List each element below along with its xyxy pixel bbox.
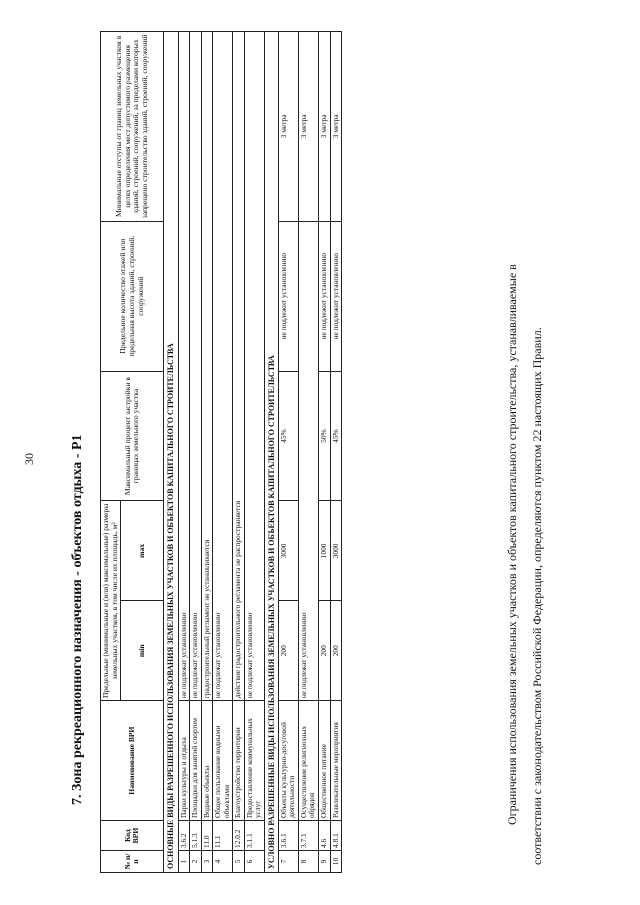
cell-code: 4.8.1 xyxy=(330,821,342,851)
cell-floors: не подлежит установлению xyxy=(319,221,331,371)
cell-merged: действие градостроительного регламента не распространяется xyxy=(233,32,245,701)
cell-min: 200 xyxy=(319,601,331,701)
cell-name: Благоустройство территории xyxy=(233,701,245,821)
cell-code: 11.0 xyxy=(201,821,213,851)
header-percent: Максимальный процент застройки в границах земельного участка xyxy=(101,371,164,501)
cell-merged: не подлежат установлению xyxy=(213,32,233,701)
cell-name: Площадки для занятий спортом xyxy=(190,701,202,821)
header-max: max xyxy=(121,501,164,601)
cell-num: 3 xyxy=(201,851,213,873)
cell-percent: 45% xyxy=(330,371,342,501)
cell-code: 11.1 xyxy=(213,821,233,851)
header-row xyxy=(101,32,121,873)
cell-num: 8 xyxy=(298,851,318,873)
cell-code: 4.6 xyxy=(319,821,331,851)
table-row xyxy=(201,32,213,873)
cell-num: 6 xyxy=(244,851,264,873)
footer-line-1: Ограничения использования земельных участков и объектов капитального строительства, устанавливаемые в xyxy=(505,264,519,825)
cell-floors: не подлежит установлению xyxy=(330,221,342,371)
cell-setback: 3 метра xyxy=(330,32,342,222)
header-setbacks: Минимальные отступы от границ земельных участков в целях определения мест допустимого размещения зданий, строений, сооружений, за пределами которых запрещено строительство зданий, строений, сооружений xyxy=(101,32,164,222)
cell-max: 3000 xyxy=(330,501,342,601)
cell-num: 10 xyxy=(330,851,342,873)
cell-percent: 50% xyxy=(319,371,331,501)
cell-name: Объекты культурно-досуговой деятельности xyxy=(278,701,298,821)
footer-paragraph xyxy=(500,55,550,865)
cell-merged: не подлежат установлению xyxy=(244,32,264,701)
cell-name: Предоставление коммунальных услуг xyxy=(244,701,264,821)
cell-num: 5 xyxy=(233,851,245,873)
cell-name: Осуществление религиозных обрядов xyxy=(298,701,318,821)
header-floors: Предельное количество этажей или предельная высота зданий, строений, сооружений xyxy=(101,221,164,371)
cell-min: 200 xyxy=(330,601,342,701)
cell-setback: 3 метра xyxy=(278,32,298,222)
cell-merged: градостроительный регламент не устанавливается xyxy=(201,32,213,701)
table-row xyxy=(278,32,298,873)
table-row xyxy=(233,32,245,873)
cell-min: 200 xyxy=(278,601,298,701)
table-row xyxy=(190,32,202,873)
cell-code: 3.6.1 xyxy=(278,821,298,851)
cell-code: 3.7.1 xyxy=(298,821,318,851)
header-code: Код ВРИ xyxy=(101,821,164,851)
cell-num: 7 xyxy=(278,851,298,873)
page-number: 30 xyxy=(22,453,36,465)
cell-name: Общественное питание xyxy=(319,701,331,821)
cell-name: Водные объекты xyxy=(201,701,213,821)
cell-merged: не подлежат установлению xyxy=(298,221,318,700)
cell-max: 3000 xyxy=(278,501,298,601)
cell-num: 2 xyxy=(190,851,202,873)
cell-merged: не подлежат установлению xyxy=(190,32,202,701)
table-row xyxy=(319,32,331,873)
cell-code: 12.0.2 xyxy=(233,821,245,851)
zone-title: 7. Зона рекреационного назначения - объектов отдыха - Р1 xyxy=(70,434,85,805)
cell-setback: 3 метра xyxy=(298,32,318,222)
header-num: № п/п xyxy=(101,851,164,873)
cell-code: 3.1.1 xyxy=(244,821,264,851)
cell-percent: 45% xyxy=(278,371,298,501)
cell-setback: 3 метра xyxy=(319,32,331,222)
section-main-row xyxy=(164,32,178,873)
regulations-table xyxy=(100,31,342,873)
cell-num: 9 xyxy=(319,851,331,873)
section-main-title: ОСНОВНЫЕ ВИДЫ РАЗРЕШЕННОГО ИСПОЛЬЗОВАНИЯ ЗЕМЕЛЬНЫХ УЧАСТКОВ И ОБЪЕКТОВ КАПИТАЛЬНОГО СТРОИТЕЛЬСТВА xyxy=(164,32,178,873)
section-conditional-title: УСЛОВНО РАЗРЕШЕННЫЕ ВИДЫ ИСПОЛЬЗОВАНИЯ ЗЕМЕЛЬНЫХ УЧАСТКОВ И ОБЪЕКТОВ КАПИТАЛЬНОГО СТРОИТЕЛЬСТВА xyxy=(264,32,278,873)
cell-name: Общее пользование водными объектами xyxy=(213,701,233,821)
header-min: min xyxy=(121,601,164,701)
footer-line-2: соответствии с законодательством Российской Федерации, определяются пунктом 22 настоящих Правил. xyxy=(530,327,545,865)
table-row xyxy=(244,32,264,873)
cell-name: Развлекательные мероприятия xyxy=(330,701,342,821)
cell-code: 5.1.3 xyxy=(190,821,202,851)
cell-max: 1000 xyxy=(319,501,331,601)
header-name: Наименование ВРИ xyxy=(101,701,164,821)
cell-name: Парки культуры и отдыха xyxy=(178,701,190,821)
table-row xyxy=(178,32,190,873)
cell-code: 3.6.2 xyxy=(178,821,190,851)
table-row xyxy=(298,32,318,873)
cell-num: 1 xyxy=(178,851,190,873)
cell-floors: не подлежит установлению xyxy=(278,221,298,371)
table-row xyxy=(330,32,342,873)
cell-merged: не подлежат установлению xyxy=(178,32,190,701)
header-sizes: Предельные (минимальные и (или) максимальные) размеры земельных участков, в том числе их площадь, м² xyxy=(101,501,121,701)
table-row xyxy=(213,32,233,873)
cell-num: 4 xyxy=(213,851,233,873)
section-conditional-row xyxy=(264,32,278,873)
